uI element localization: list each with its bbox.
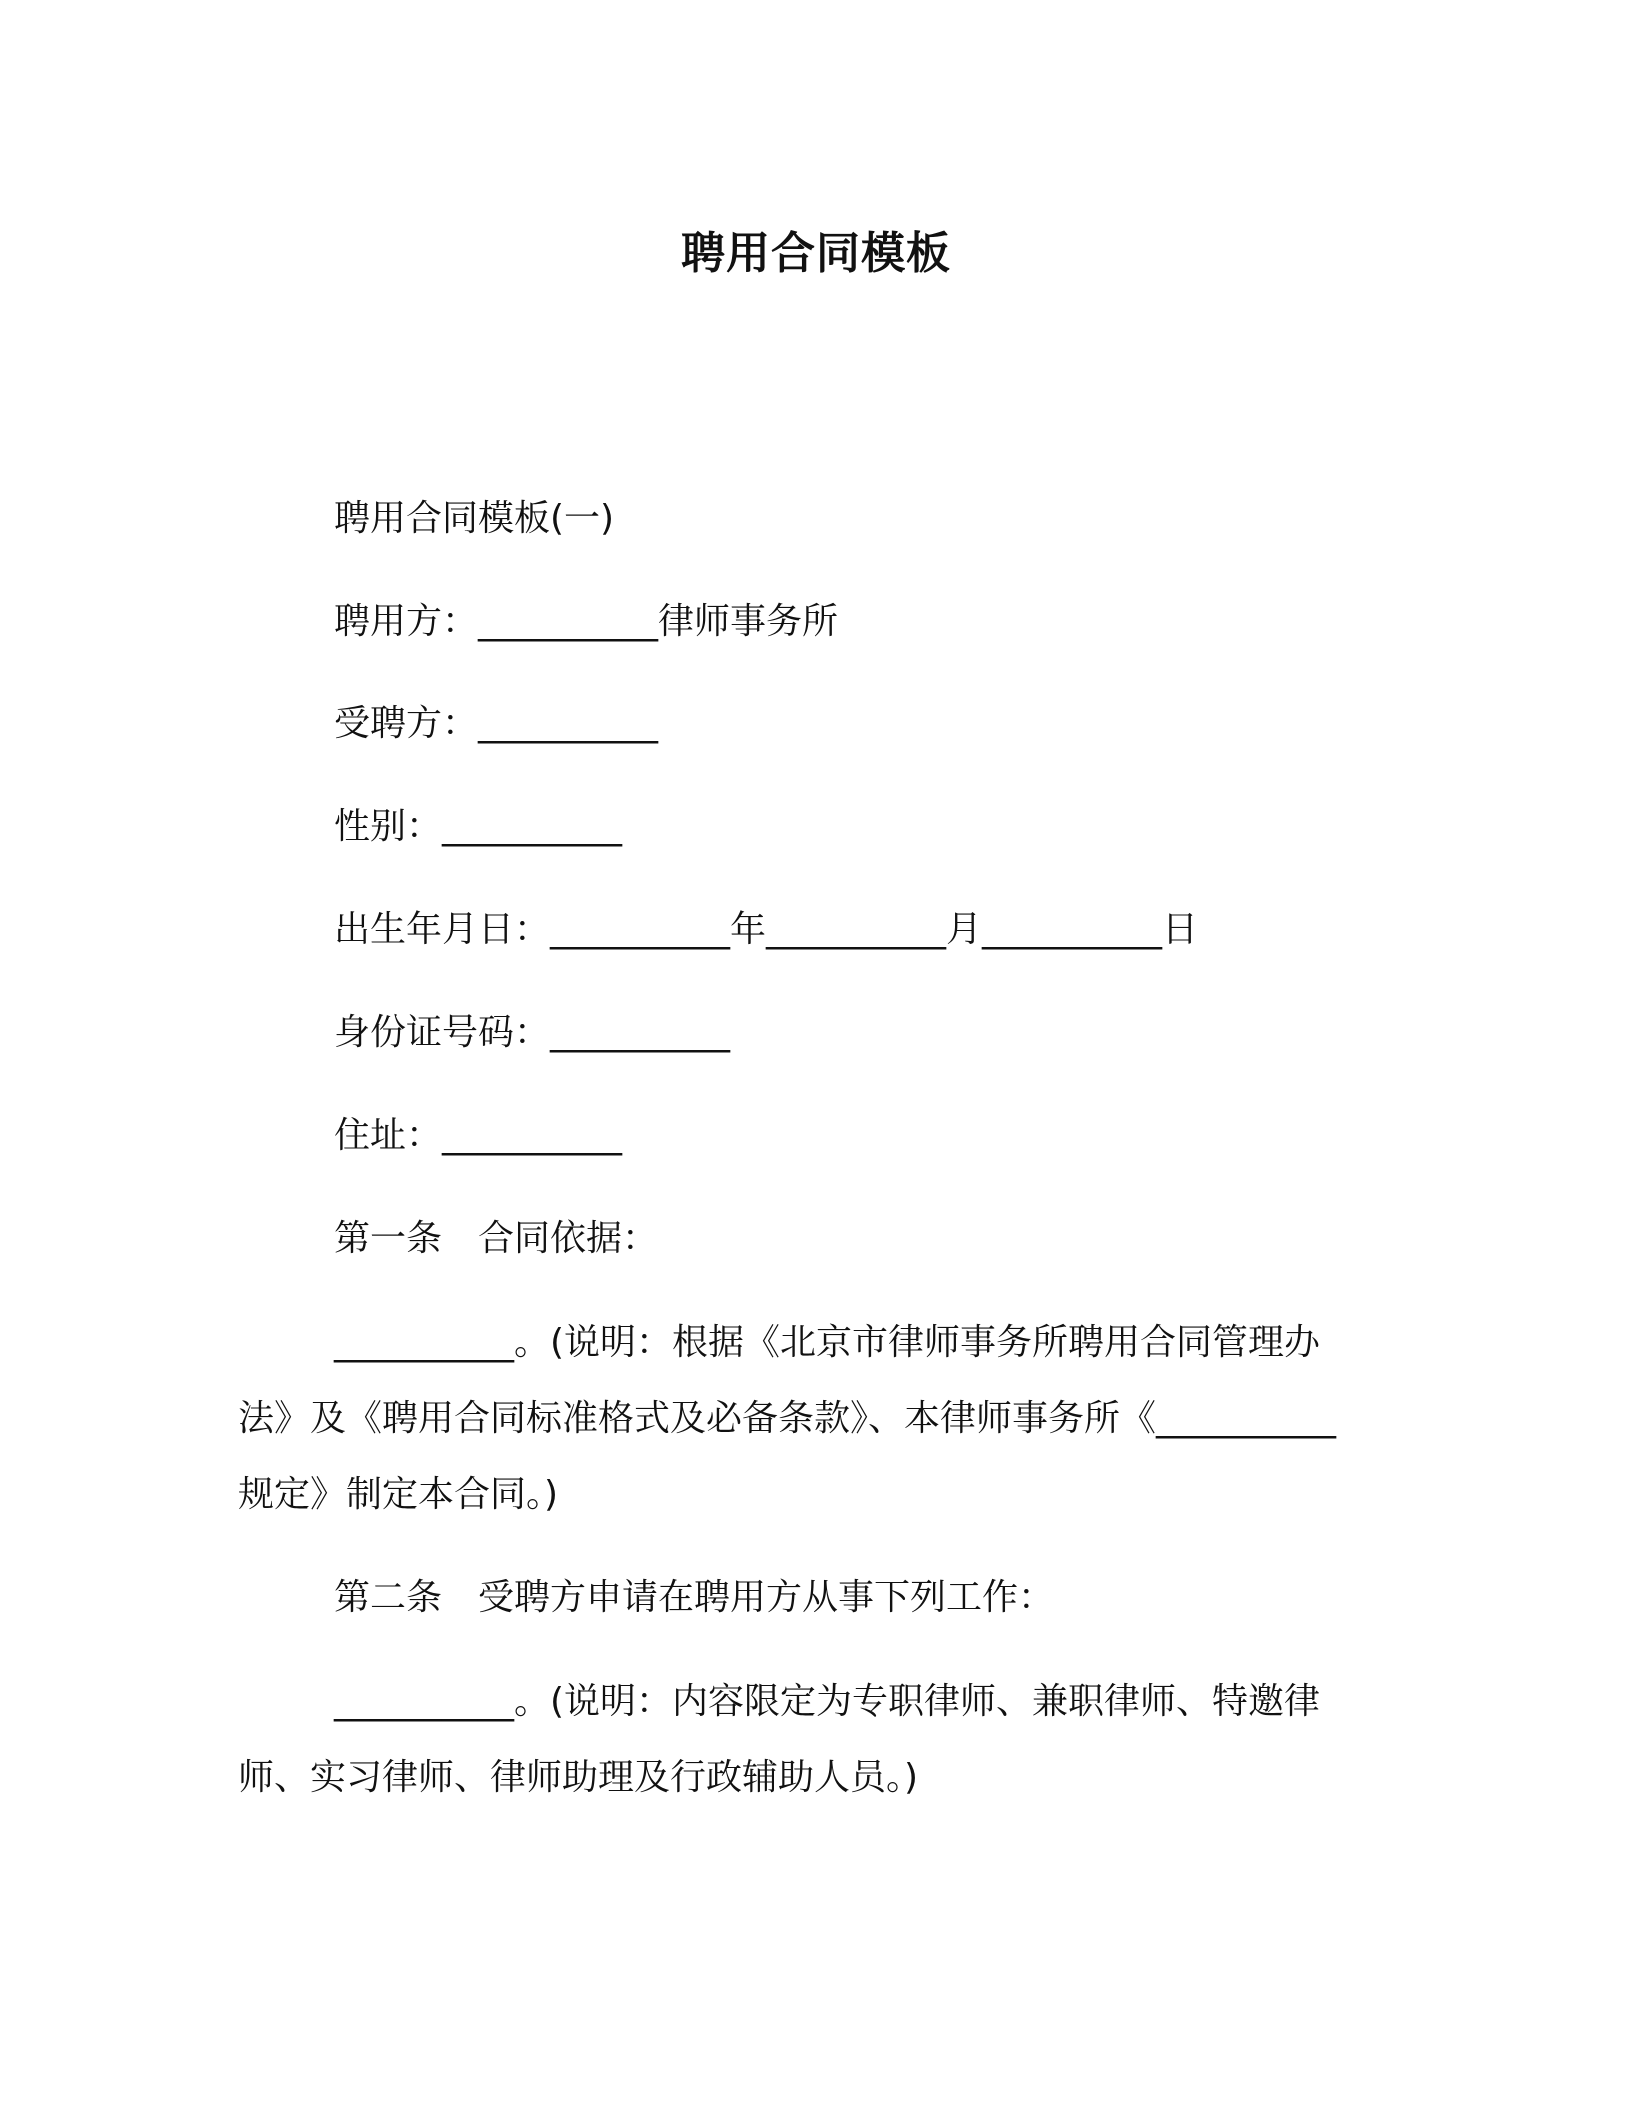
document-subtitle: 聘用合同模板(一) [334,498,615,539]
employee-line: 受聘方：__________ [334,703,659,744]
address-line: 住址：__________ [334,1115,623,1156]
birth-date-line: 出生年月日：__________年__________月__________日 [334,909,1199,950]
document-title: 聘用合同模板 [681,228,951,279]
article-1-body: __________。(说明：根据《北京市律师事务所聘用合同管理办法》及《聘用合同标准格式及必备条款》、本律师事务所《__________规定》制定本合同。) [238,1322,1337,1515]
article-2-heading: 第二条 受聘方申请在聘用方从事下列工作： [334,1577,1055,1618]
article-2-body: __________。(说明：内容限定为专职律师、兼职律师、特邀律师、实习律师、律师助理及行政辅助人员。) [238,1681,1321,1798]
article-1-heading: 第一条 合同依据： [334,1218,659,1259]
gender-line: 性别：__________ [334,806,623,847]
employer-line: 聘用方：__________律师事务所 [334,601,839,642]
id-number-line: 身份证号码：__________ [334,1012,731,1053]
